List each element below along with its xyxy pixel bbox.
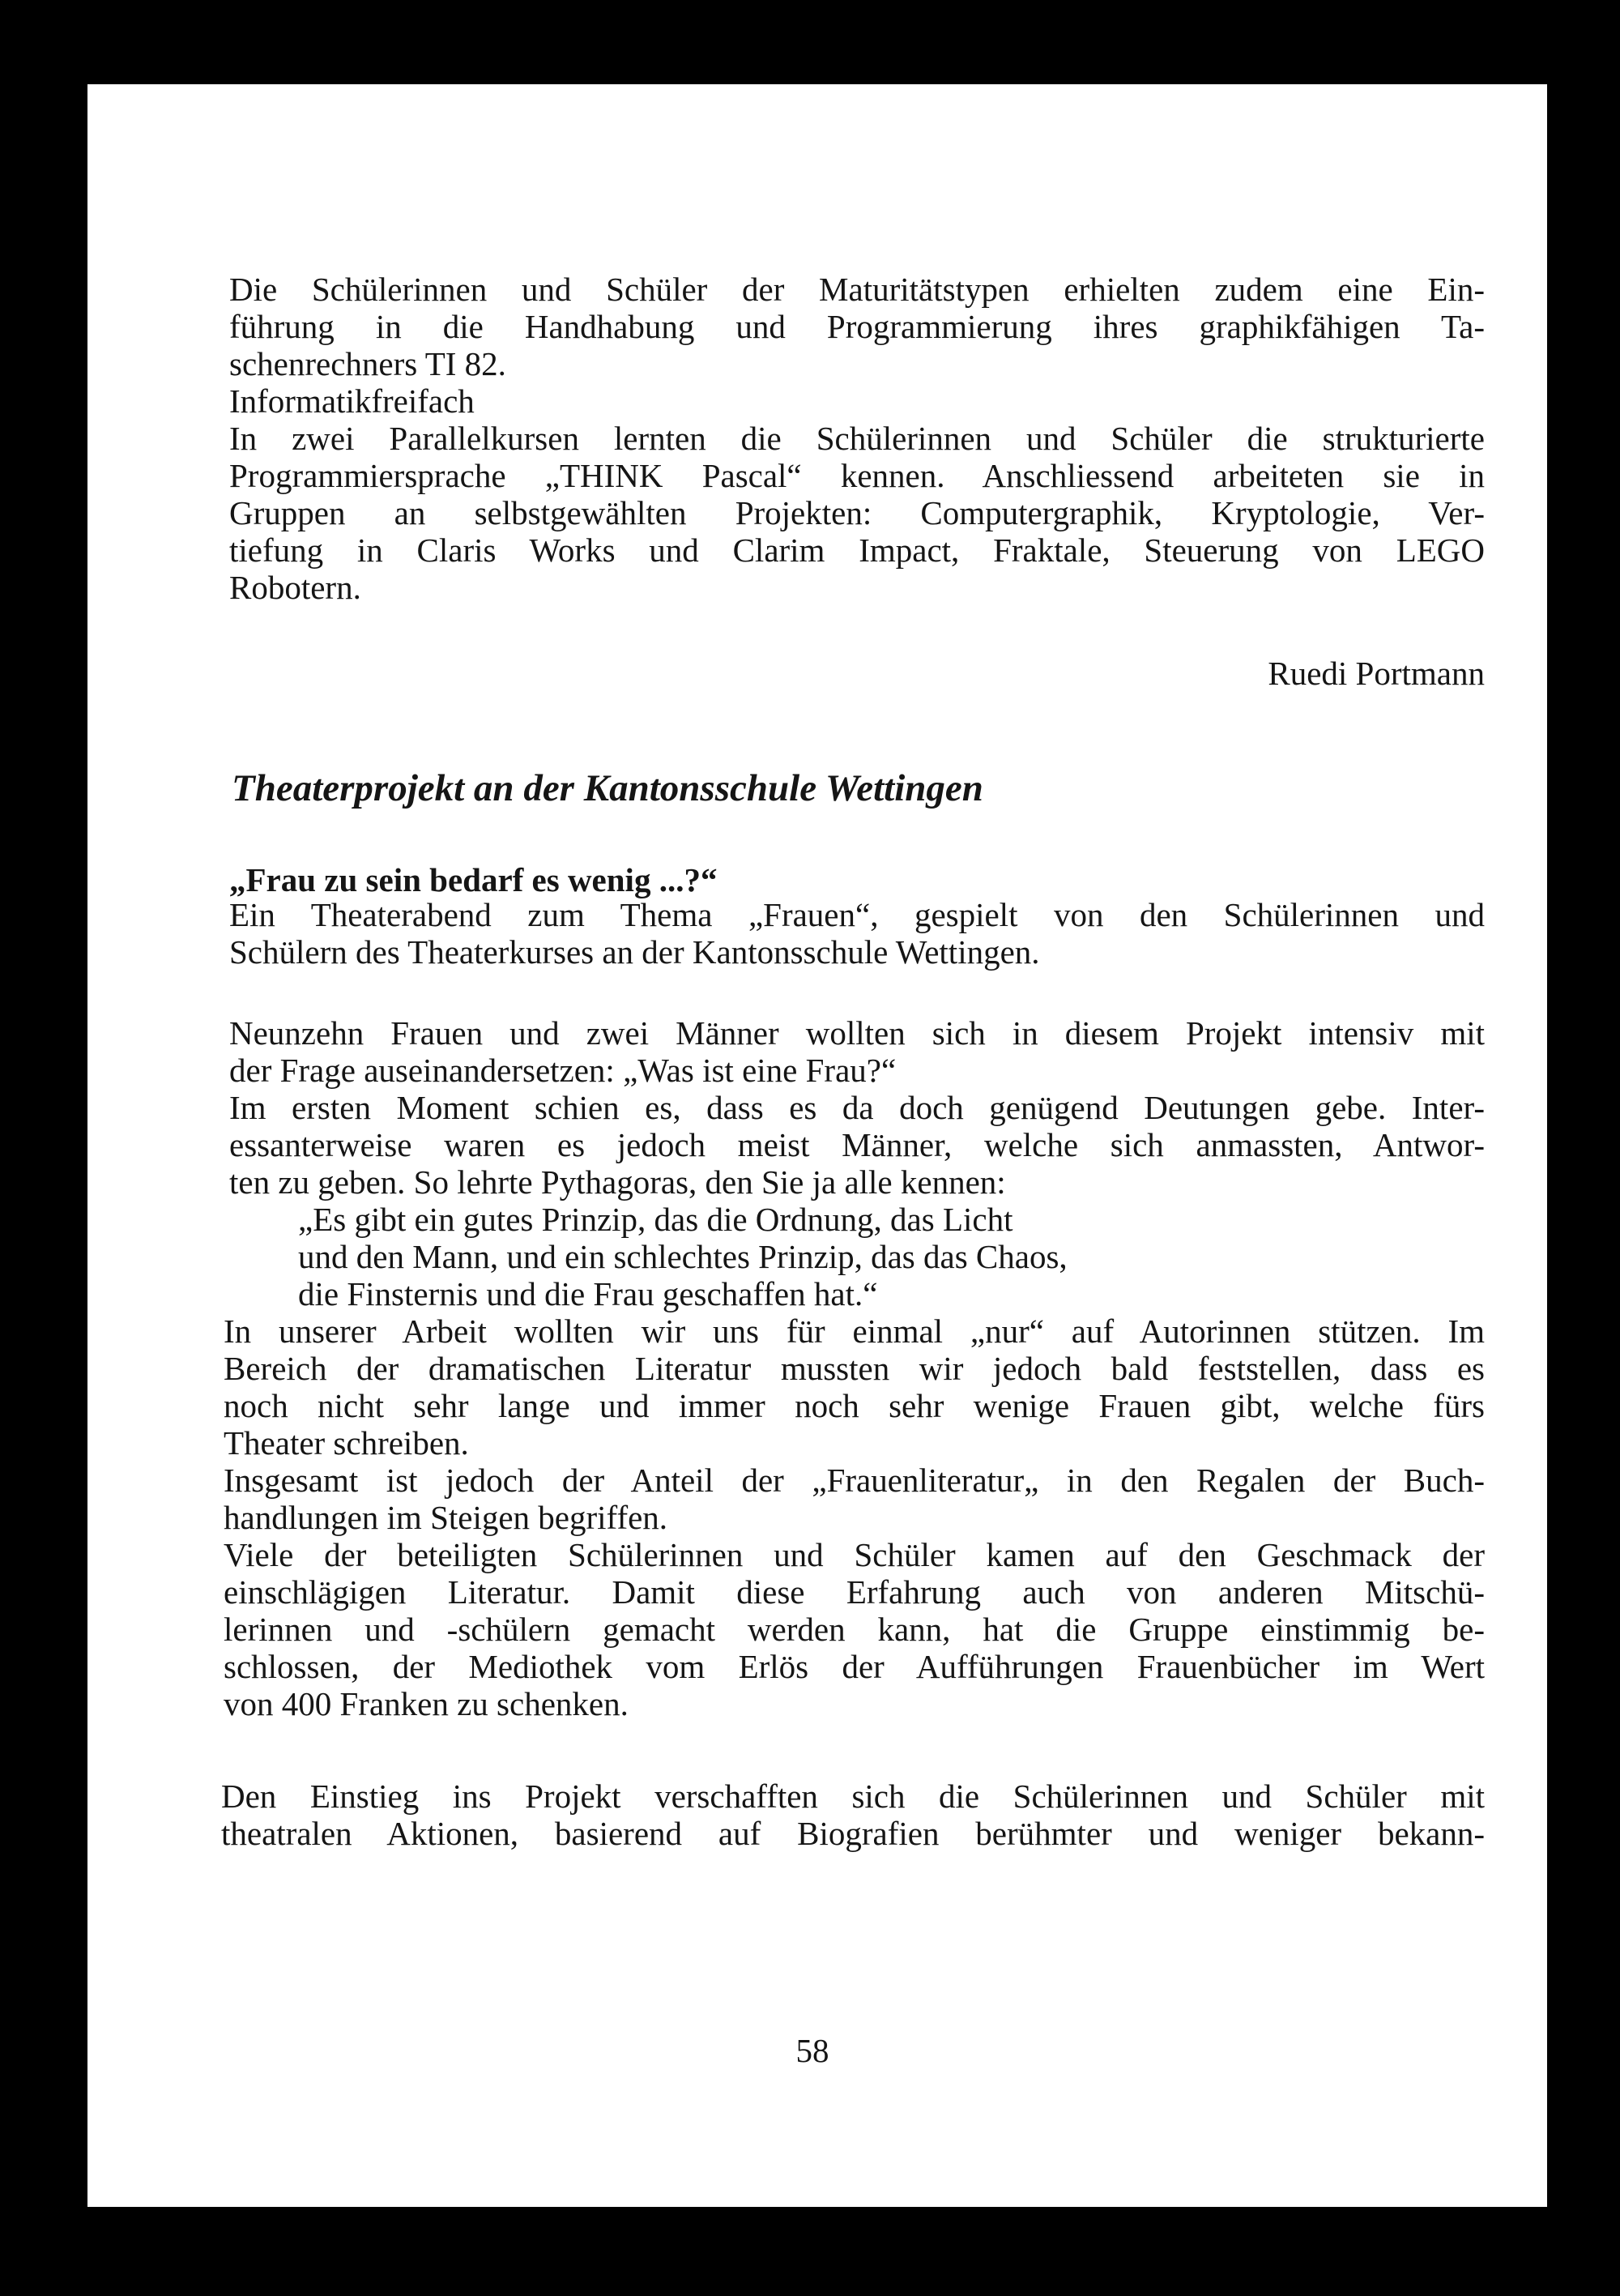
text-line: Viele der beteiligten Schülerinnen und Schüler kamen auf den Geschmack der (224, 1536, 1485, 1573)
text-line: schenrechners TI 82. (229, 345, 506, 382)
text-line: der Frage auseinandersetzen: „Was ist eine Frau?“ (229, 1052, 897, 1089)
text-line: führung in die Handhabung und Programmierung ihres graphikfähigen Ta- (229, 308, 1485, 345)
text-line: noch nicht sehr lange und immer noch sehr wenige Frauen gibt, welche fürs (224, 1387, 1485, 1424)
text-line: Robotern. (229, 569, 361, 606)
section-title: Theaterprojekt an der Kantonsschule Wettingen (232, 767, 983, 809)
text-line: Programmiersprache „THINK Pascal“ kennen. Anschliessend arbeiteten sie in (229, 457, 1485, 494)
text-line: Bereich der dramatischen Literatur mussten wir jedoch bald feststellen, dass es (224, 1350, 1485, 1387)
text-line: von 400 Franken zu schenken. (224, 1685, 629, 1722)
text-line: tiefung in Claris Works und Clarim Impact, Fraktale, Steuerung von LEGO (229, 531, 1485, 569)
quote-line: „Es gibt ein gutes Prinzip, das die Ordnung, das Licht (298, 1201, 1013, 1238)
text-line: lerinnen und -schülern gemacht werden kann, hat die Gruppe einstimmig be- (224, 1611, 1485, 1648)
paragraph-question (229, 1014, 1485, 1201)
text-line: Insgesamt ist jedoch der Anteil der „Frauenliteratur„ in den Regalen der Buch- (224, 1462, 1485, 1499)
text-line: Den Einstieg ins Projekt verschafften sich die Schülerinnen und Schüler mit (221, 1777, 1485, 1815)
text-line: einschlägigen Literatur. Damit diese Erfahrung auch von anderen Mitschü- (224, 1573, 1485, 1611)
text-line: theatralen Aktionen, basierend auf Biografien berühmter und weniger bekann- (221, 1815, 1485, 1852)
text-line: schlossen, der Mediothek vom Erlös der Aufführungen Frauenbücher im Wert (224, 1648, 1485, 1685)
text-line: Gruppen an selbstgewählten Projekten: Computergraphik, Kryptologie, Ver- (229, 494, 1485, 531)
text-line: ten zu geben. So lehrte Pythagoras, den Sie ja alle kennen: (229, 1163, 1006, 1201)
text-line: Im ersten Moment schien es, dass es da doch genügend Deutungen gebe. Inter- (229, 1089, 1485, 1126)
text-line: Die Schülerinnen und Schüler der Maturitätstypen erhielten zudem eine Ein- (229, 271, 1485, 308)
author-signature: Ruedi Portmann (1268, 655, 1485, 692)
paragraph-intro (229, 896, 1485, 971)
text-line: In zwei Parallelkursen lernten die Schülerinnen und Schüler die strukturierte (229, 420, 1485, 457)
text-line: essanterweise waren es jedoch meist Männer, welche sich anmassten, Antwor- (229, 1126, 1485, 1163)
play-title: „Frau zu sein bedarf es wenig ...?“ (229, 861, 718, 898)
text-line: Neunzehn Frauen und zwei Männer wollten sich in diesem Projekt intensiv mit (229, 1014, 1485, 1052)
paragraph-calculator (229, 271, 1485, 606)
quote-line: und den Mann, und ein schlechtes Prinzip, das das Chaos, (298, 1238, 1068, 1275)
paragraph-einstieg (221, 1777, 1485, 1852)
quote-line: die Finsternis und die Frau geschaffen hat.“ (298, 1275, 878, 1312)
pythagoras-quote (298, 1201, 1068, 1312)
text-line: Schülern des Theaterkurses an der Kantonsschule Wettingen. (229, 933, 1040, 971)
section-label-informatik: Informatikfreifach (229, 382, 475, 420)
page-number: 58 (795, 2032, 829, 2069)
paragraph-literature (224, 1312, 1485, 1722)
text-line: In unserer Arbeit wollten wir uns für einmal „nur“ auf Autorinnen stützen. Im (224, 1312, 1485, 1350)
document-page (87, 84, 1547, 2207)
text-line: Ein Theaterabend zum Thema „Frauen“, gespielt von den Schülerinnen und (229, 896, 1485, 933)
text-line: Theater schreiben. (224, 1424, 469, 1462)
text-line: handlungen im Steigen begriffen. (224, 1499, 668, 1536)
